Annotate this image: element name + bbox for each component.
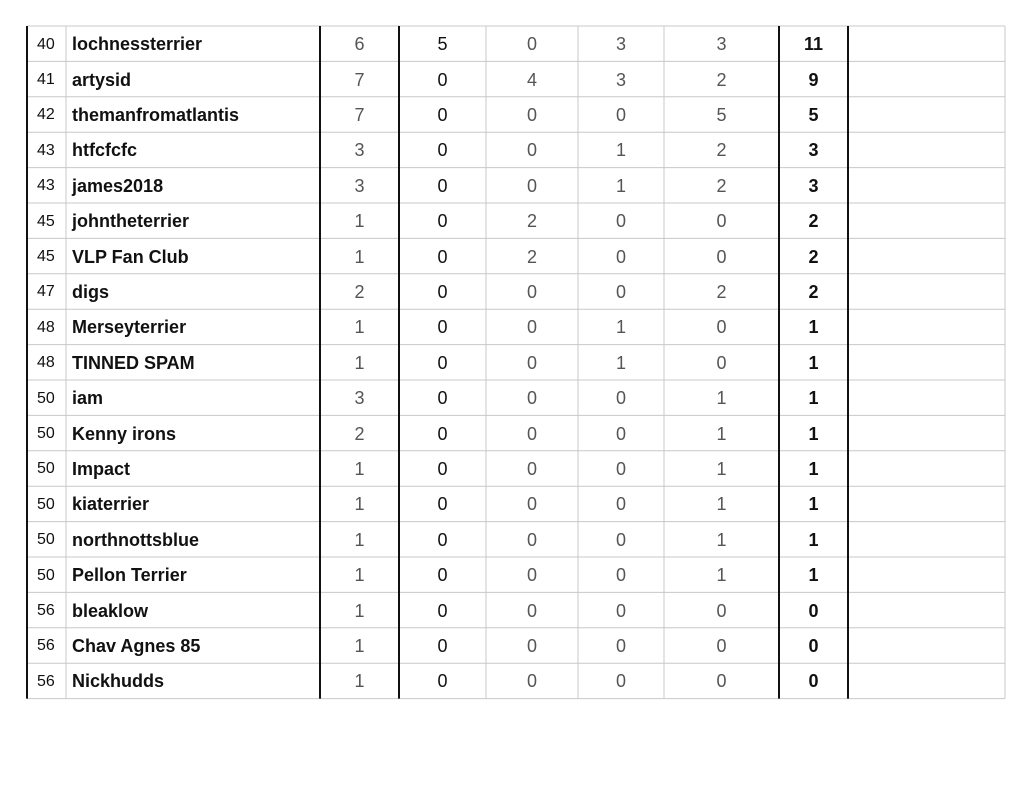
score-cell: 0 bbox=[437, 671, 448, 692]
score-cell: 1 bbox=[354, 317, 365, 338]
score-cell: 0 bbox=[615, 635, 626, 656]
score-cell: 0 bbox=[526, 104, 537, 125]
score-cell: 0 bbox=[526, 671, 537, 692]
score-cell: 1 bbox=[354, 529, 365, 550]
score-cell: 1 bbox=[615, 175, 626, 196]
score-cell: 0 bbox=[716, 246, 727, 267]
rank-cell: 45 bbox=[37, 248, 55, 266]
total-cell: 1 bbox=[808, 317, 819, 338]
score-cell: 0 bbox=[437, 494, 448, 515]
player-name-cell: htfcfcfc bbox=[72, 140, 138, 161]
score-cell: 0 bbox=[615, 565, 626, 586]
score-cell: 0 bbox=[615, 529, 626, 550]
score-cell: 3 bbox=[615, 34, 626, 55]
total-cell: 0 bbox=[808, 600, 819, 621]
player-name-cell: james2018 bbox=[72, 175, 164, 196]
score-cell: 2 bbox=[526, 246, 537, 267]
total-cell: 2 bbox=[808, 246, 819, 267]
rank-cell: 50 bbox=[37, 460, 55, 478]
score-cell: 0 bbox=[526, 352, 537, 373]
score-cell: 1 bbox=[354, 494, 365, 515]
score-cell: 7 bbox=[354, 104, 365, 125]
score-cell: 0 bbox=[615, 388, 626, 409]
player-name-cell: johntheterrier bbox=[72, 211, 190, 232]
player-name-cell: TINNED SPAM bbox=[72, 352, 195, 373]
score-cell: 0 bbox=[716, 635, 727, 656]
score-cell: 0 bbox=[437, 565, 448, 586]
score-cell: 0 bbox=[526, 600, 537, 621]
score-cell: 0 bbox=[437, 600, 448, 621]
score-cell: 0 bbox=[437, 175, 448, 196]
total-cell: 3 bbox=[808, 140, 819, 161]
rank-cell: 48 bbox=[37, 354, 55, 372]
score-cell: 0 bbox=[437, 281, 448, 302]
player-name-cell: iam bbox=[72, 388, 104, 409]
score-cell: 1 bbox=[354, 600, 365, 621]
total-cell: 5 bbox=[808, 104, 819, 125]
player-name-cell: VLP Fan Club bbox=[72, 246, 189, 267]
player-name-cell: themanfromatlantis bbox=[72, 104, 240, 125]
score-cell: 0 bbox=[615, 671, 626, 692]
rank-cell: 47 bbox=[37, 283, 55, 301]
score-cell: 0 bbox=[615, 458, 626, 479]
rank-cell: 50 bbox=[37, 531, 55, 549]
score-cell: 0 bbox=[526, 175, 537, 196]
total-cell: 1 bbox=[808, 352, 819, 373]
score-cell: 0 bbox=[437, 458, 448, 479]
score-cell: 0 bbox=[526, 317, 537, 338]
score-cell: 0 bbox=[615, 104, 626, 125]
score-cell: 0 bbox=[437, 140, 448, 161]
score-cell: 2 bbox=[716, 69, 727, 90]
score-cell: 1 bbox=[354, 565, 365, 586]
rank-cell: 45 bbox=[37, 212, 55, 230]
player-name-cell: Nickhudds bbox=[72, 671, 165, 692]
score-cell: 0 bbox=[437, 211, 448, 232]
rank-cell: 50 bbox=[37, 425, 55, 443]
total-cell: 2 bbox=[808, 281, 819, 302]
total-cell: 9 bbox=[808, 69, 819, 90]
score-cell: 0 bbox=[526, 494, 537, 515]
total-cell: 1 bbox=[808, 388, 819, 409]
player-name-cell: northnottsblue bbox=[72, 529, 199, 550]
player-name-cell: Impact bbox=[72, 458, 131, 479]
score-cell: 1 bbox=[354, 635, 365, 656]
player-name-cell: Kenny irons bbox=[72, 423, 177, 444]
rank-cell: 40 bbox=[37, 35, 55, 53]
rank-cell: 42 bbox=[37, 106, 55, 124]
score-cell: 2 bbox=[716, 140, 727, 161]
score-cell: 2 bbox=[354, 281, 365, 302]
score-cell: 2 bbox=[716, 175, 727, 196]
score-cell: 1 bbox=[716, 458, 727, 479]
score-cell: 2 bbox=[526, 211, 537, 232]
total-cell: 0 bbox=[808, 671, 819, 692]
player-name-cell: kiaterrier bbox=[72, 494, 150, 515]
score-cell: 1 bbox=[354, 671, 365, 692]
player-name-cell: Merseyterrier bbox=[72, 317, 187, 338]
score-cell: 5 bbox=[437, 34, 448, 55]
score-cell: 3 bbox=[354, 175, 365, 196]
score-cell: 5 bbox=[716, 104, 727, 125]
score-cell: 1 bbox=[716, 494, 727, 515]
total-cell: 1 bbox=[808, 529, 819, 550]
player-name-cell: digs bbox=[72, 281, 110, 302]
rank-cell: 50 bbox=[37, 495, 55, 513]
score-cell: 0 bbox=[437, 388, 448, 409]
total-cell: 1 bbox=[808, 565, 819, 586]
score-cell: 0 bbox=[526, 423, 537, 444]
score-cell: 0 bbox=[716, 352, 727, 373]
score-cell: 0 bbox=[526, 34, 537, 55]
score-cell: 1 bbox=[354, 352, 365, 373]
rank-cell: 56 bbox=[37, 602, 55, 620]
total-cell: 3 bbox=[808, 175, 819, 196]
score-cell: 0 bbox=[526, 529, 537, 550]
rank-cell: 56 bbox=[37, 672, 55, 690]
score-cell: 2 bbox=[716, 281, 727, 302]
score-cell: 1 bbox=[354, 458, 365, 479]
player-name-cell: lochnessterrier bbox=[72, 34, 203, 55]
score-cell: 0 bbox=[437, 352, 448, 373]
score-cell: 1 bbox=[615, 140, 626, 161]
score-cell: 0 bbox=[526, 281, 537, 302]
score-cell: 1 bbox=[615, 352, 626, 373]
total-cell: 0 bbox=[808, 635, 819, 656]
score-cell: 0 bbox=[615, 281, 626, 302]
score-cell: 0 bbox=[615, 211, 626, 232]
total-cell: 1 bbox=[808, 458, 819, 479]
total-cell: 1 bbox=[808, 494, 819, 515]
player-name-cell: bleaklow bbox=[72, 600, 149, 621]
score-cell: 0 bbox=[526, 458, 537, 479]
score-cell: 0 bbox=[437, 69, 448, 90]
score-cell: 0 bbox=[437, 246, 448, 267]
rank-cell: 50 bbox=[37, 566, 55, 584]
score-cell: 0 bbox=[716, 600, 727, 621]
score-cell: 1 bbox=[354, 211, 365, 232]
rank-cell: 50 bbox=[37, 389, 55, 407]
player-name-cell: Pellon Terrier bbox=[72, 565, 187, 586]
score-cell: 0 bbox=[526, 565, 537, 586]
score-cell: 0 bbox=[437, 635, 448, 656]
score-cell: 0 bbox=[437, 529, 448, 550]
total-cell: 11 bbox=[803, 34, 824, 55]
total-cell: 1 bbox=[808, 423, 819, 444]
player-name-cell: artysid bbox=[72, 69, 132, 90]
score-cell: 0 bbox=[615, 600, 626, 621]
score-cell: 0 bbox=[716, 317, 727, 338]
score-cell: 0 bbox=[526, 388, 537, 409]
rank-cell: 56 bbox=[37, 637, 55, 655]
score-cell: 1 bbox=[354, 246, 365, 267]
score-cell: 0 bbox=[615, 423, 626, 444]
score-cell: 1 bbox=[716, 565, 727, 586]
score-cell: 1 bbox=[716, 529, 727, 550]
rank-cell: 43 bbox=[37, 141, 55, 159]
score-cell: 3 bbox=[354, 140, 365, 161]
score-cell: 0 bbox=[437, 423, 448, 444]
score-cell: 0 bbox=[526, 635, 537, 656]
score-cell: 4 bbox=[526, 69, 537, 90]
score-cell: 3 bbox=[615, 69, 626, 90]
score-cell: 0 bbox=[716, 671, 727, 692]
score-cell: 1 bbox=[615, 317, 626, 338]
score-cell: 0 bbox=[615, 246, 626, 267]
score-cell: 1 bbox=[716, 388, 727, 409]
total-cell: 2 bbox=[808, 211, 819, 232]
score-cell: 2 bbox=[354, 423, 365, 444]
score-cell: 1 bbox=[716, 423, 727, 444]
rank-cell: 43 bbox=[37, 177, 55, 195]
score-cell: 0 bbox=[437, 104, 448, 125]
score-cell: 3 bbox=[354, 388, 365, 409]
rank-cell: 41 bbox=[37, 71, 55, 89]
score-cell: 7 bbox=[354, 69, 365, 90]
score-cell: 0 bbox=[437, 317, 448, 338]
score-cell: 0 bbox=[716, 211, 727, 232]
score-cell: 0 bbox=[615, 494, 626, 515]
score-cell: 6 bbox=[354, 34, 365, 55]
score-cell: 0 bbox=[526, 140, 537, 161]
player-name-cell: Chav Agnes 85 bbox=[72, 635, 201, 656]
score-cell: 3 bbox=[716, 34, 727, 55]
rank-cell: 48 bbox=[37, 318, 55, 336]
